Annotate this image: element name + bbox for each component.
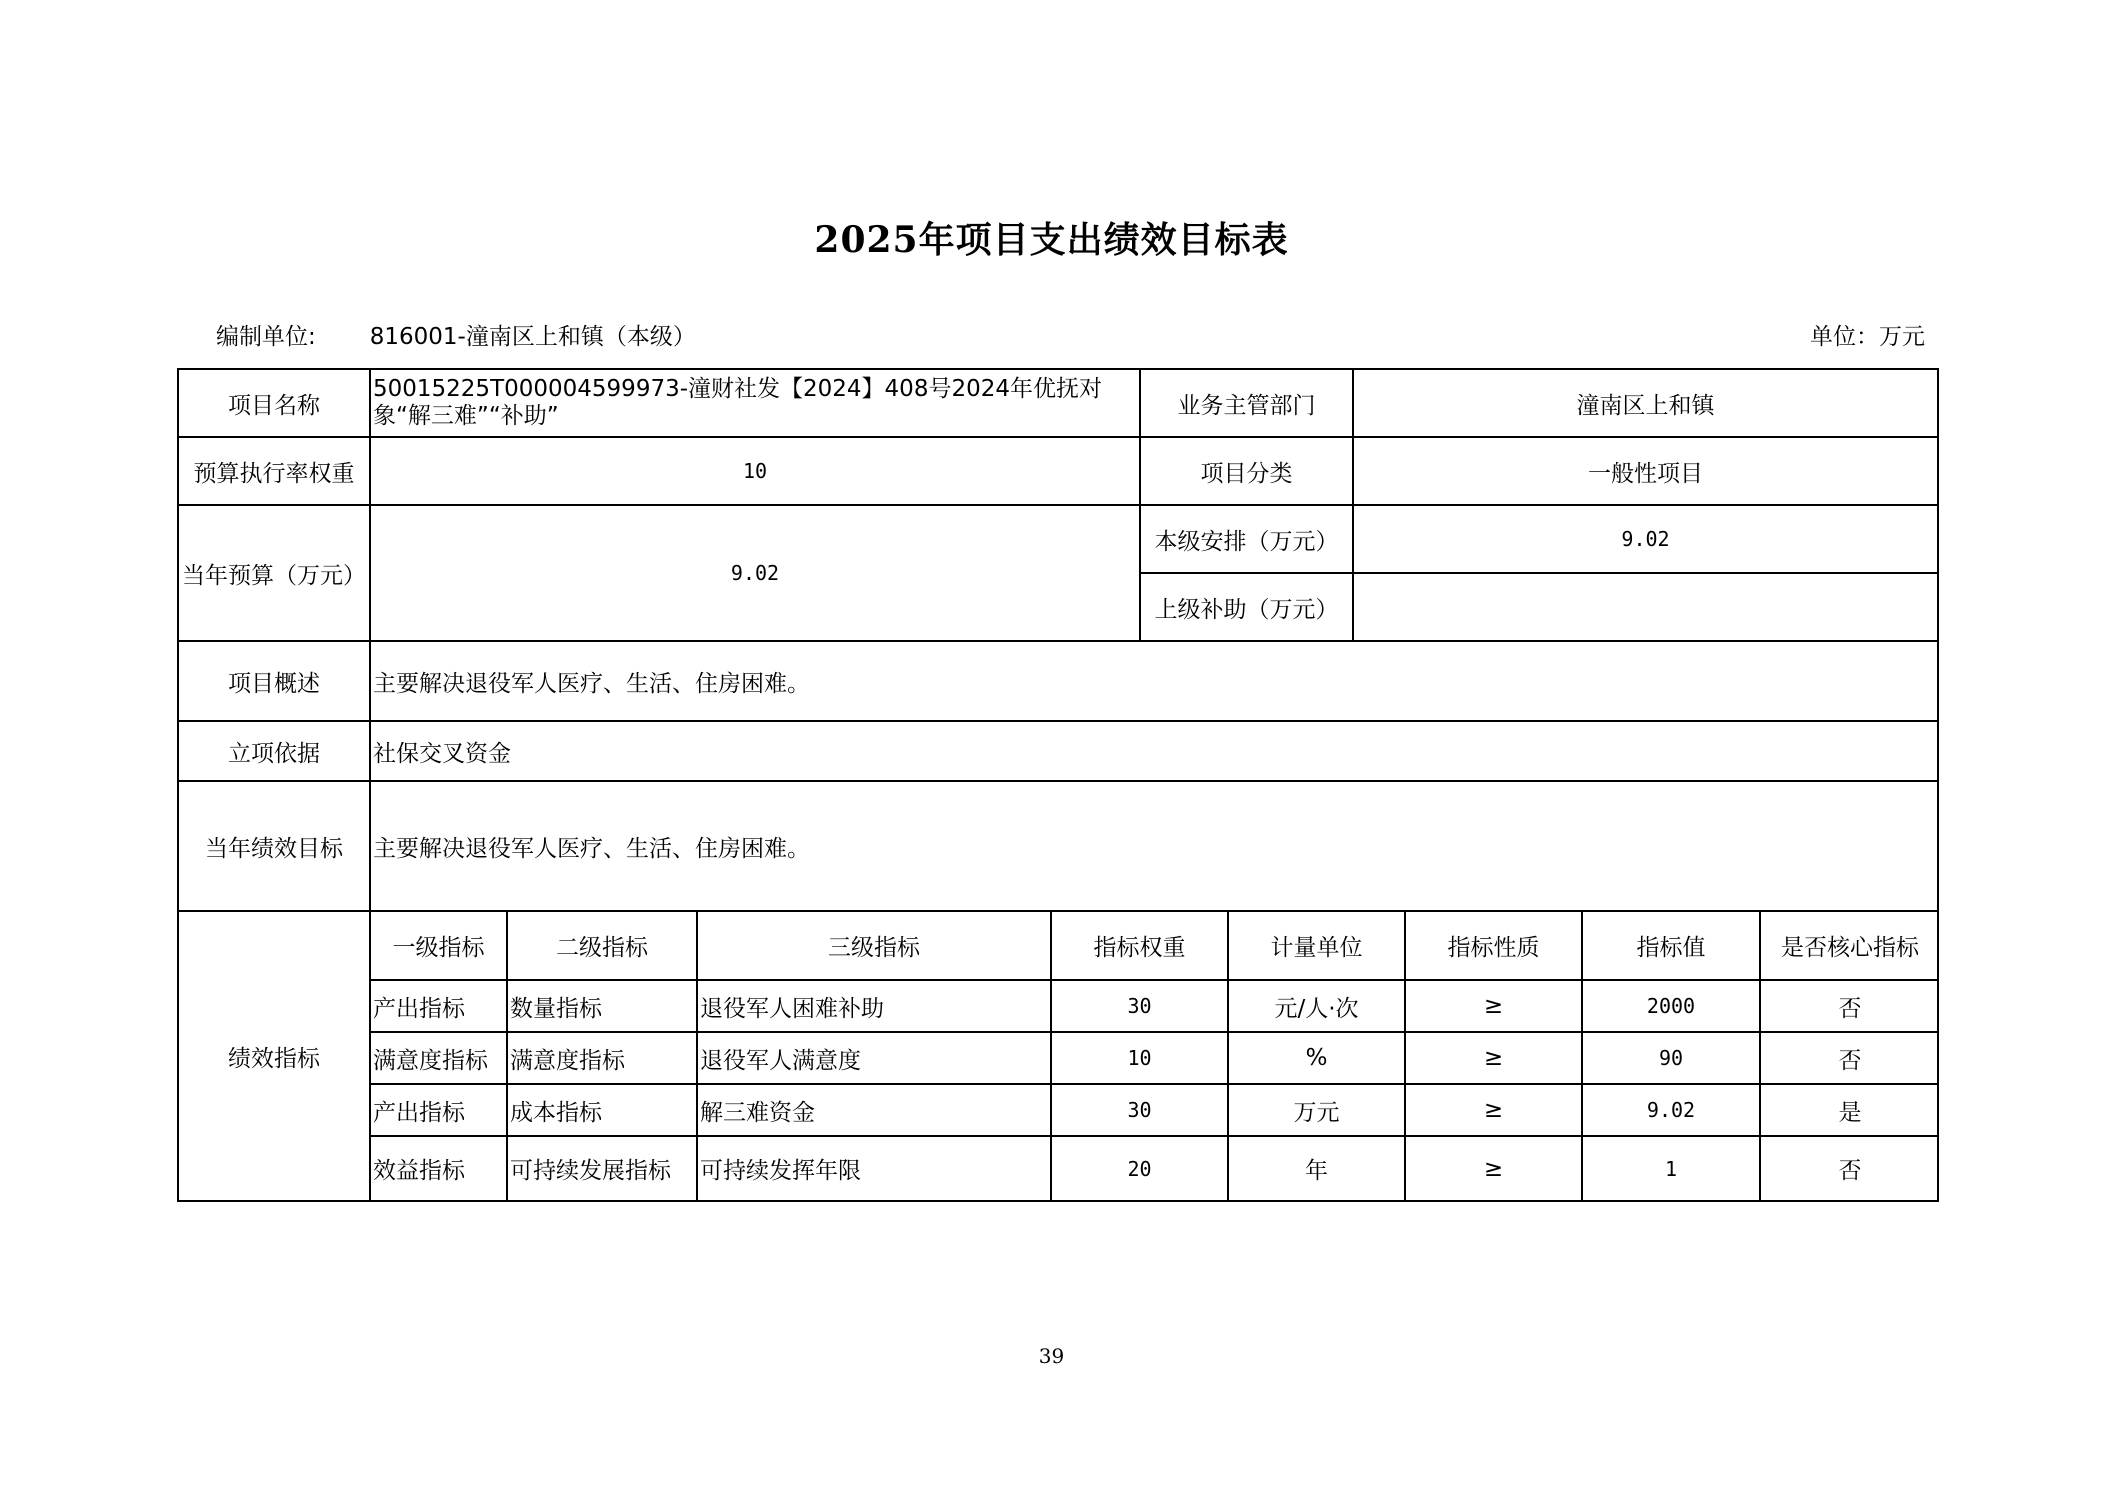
- budget-label: 当年预算（万元）: [178, 505, 370, 641]
- weight-label: 预算执行率权重: [178, 437, 370, 505]
- local-label: 本级安排（万元）: [1140, 505, 1353, 573]
- indicator-level3: 解三难资金: [697, 1084, 1051, 1136]
- indicator-level1: 效益指标: [371, 1136, 507, 1200]
- project-name-value: 50015225T000004599973-潼财社发【2024】408号2024年优抚对象“解三难”“补助”: [370, 369, 1140, 437]
- indicator-weight: 30: [1051, 980, 1228, 1032]
- indicator-core: 否: [1760, 1136, 1939, 1200]
- indicator-unit: %: [1228, 1032, 1405, 1084]
- indicator-level2: 数量指标: [507, 980, 697, 1032]
- upper-value: [1353, 573, 1938, 641]
- indicator-table: [371, 912, 1939, 1200]
- indicator-unit: 年: [1228, 1136, 1405, 1200]
- row-goal: [178, 781, 1938, 911]
- header-level2: 二级指标: [507, 912, 697, 980]
- indicator-level3: 可持续发挥年限: [697, 1136, 1051, 1200]
- category-label: 项目分类: [1140, 437, 1353, 505]
- indicator-nature: ≥: [1405, 1084, 1582, 1136]
- dept-label: 业务主管部门: [1140, 369, 1353, 437]
- indicator-level2: 满意度指标: [507, 1032, 697, 1084]
- project-name-label: 项目名称: [178, 369, 370, 437]
- indicator-header-row: [371, 912, 1939, 980]
- org-meta: [216, 318, 696, 351]
- indicator-value: 1: [1582, 1136, 1760, 1200]
- org-value: 816001-潼南区上和镇（本级）: [369, 324, 696, 350]
- header-core: 是否核心指标: [1760, 912, 1939, 980]
- indicator-level3: 退役军人满意度: [697, 1032, 1051, 1084]
- indicators-label: 绩效指标: [178, 911, 370, 1201]
- weight-value: 10: [370, 437, 1140, 505]
- dept-value: 潼南区上和镇: [1353, 369, 1938, 437]
- goal-label: 当年绩效目标: [178, 781, 370, 911]
- basis-value: 社保交叉资金: [370, 721, 1938, 781]
- table-row: [371, 1136, 1939, 1200]
- overview-label: 项目概述: [178, 641, 370, 721]
- indicator-nature: ≥: [1405, 1032, 1582, 1084]
- indicator-unit: 万元: [1228, 1084, 1405, 1136]
- page-title: 2025年项目支出绩效目标表: [814, 219, 1289, 261]
- header-value: 指标值: [1582, 912, 1760, 980]
- indicator-value: 9.02: [1582, 1084, 1760, 1136]
- indicator-value: 2000: [1582, 980, 1760, 1032]
- header-weight: 指标权重: [1051, 912, 1228, 980]
- row-budget: [178, 505, 1938, 573]
- indicators-cell: [370, 911, 1938, 1201]
- indicator-level2: 可持续发展指标: [507, 1136, 697, 1200]
- table-row: [371, 1084, 1939, 1136]
- goal-value: 主要解决退役军人医疗、生活、住房困难。: [370, 781, 1938, 911]
- row-indicators: [178, 911, 1938, 1201]
- row-overview: [178, 641, 1938, 721]
- row-weight: [178, 437, 1938, 505]
- row-project-name: [178, 369, 1938, 437]
- upper-label: 上级补助（万元）: [1140, 573, 1353, 641]
- indicator-level1: 产出指标: [371, 980, 507, 1032]
- budget-value: 9.02: [370, 505, 1140, 641]
- local-value: 9.02: [1353, 505, 1938, 573]
- page-number: 39: [1038, 1344, 1065, 1368]
- basis-label: 立项依据: [178, 721, 370, 781]
- indicator-value: 90: [1582, 1032, 1760, 1084]
- header-level3: 三级指标: [697, 912, 1051, 980]
- indicator-nature: ≥: [1405, 980, 1582, 1032]
- org-label: 编制单位:: [216, 324, 316, 350]
- table-row: [371, 1032, 1939, 1084]
- indicator-level2: 成本指标: [507, 1084, 697, 1136]
- indicator-core: 否: [1760, 1032, 1939, 1084]
- indicator-core: 是: [1760, 1084, 1939, 1136]
- overview-value: 主要解决退役军人医疗、生活、住房困难。: [370, 641, 1938, 721]
- row-basis: [178, 721, 1938, 781]
- indicator-weight: 30: [1051, 1084, 1228, 1136]
- category-value: 一般性项目: [1353, 437, 1938, 505]
- indicator-core: 否: [1760, 980, 1939, 1032]
- performance-table: [177, 368, 1939, 1202]
- indicator-level3: 退役军人困难补助: [697, 980, 1051, 1032]
- indicator-unit: 元/人·次: [1228, 980, 1405, 1032]
- indicator-level1: 满意度指标: [371, 1032, 507, 1084]
- indicator-weight: 10: [1051, 1032, 1228, 1084]
- header-nature: 指标性质: [1405, 912, 1582, 980]
- indicator-weight: 20: [1051, 1136, 1228, 1200]
- indicator-nature: ≥: [1405, 1136, 1582, 1200]
- header-level1: 一级指标: [371, 912, 507, 980]
- indicator-level1: 产出指标: [371, 1084, 507, 1136]
- table-row: [371, 980, 1939, 1032]
- header-unit: 计量单位: [1228, 912, 1405, 980]
- unit-label: 单位：万元: [1810, 324, 1925, 350]
